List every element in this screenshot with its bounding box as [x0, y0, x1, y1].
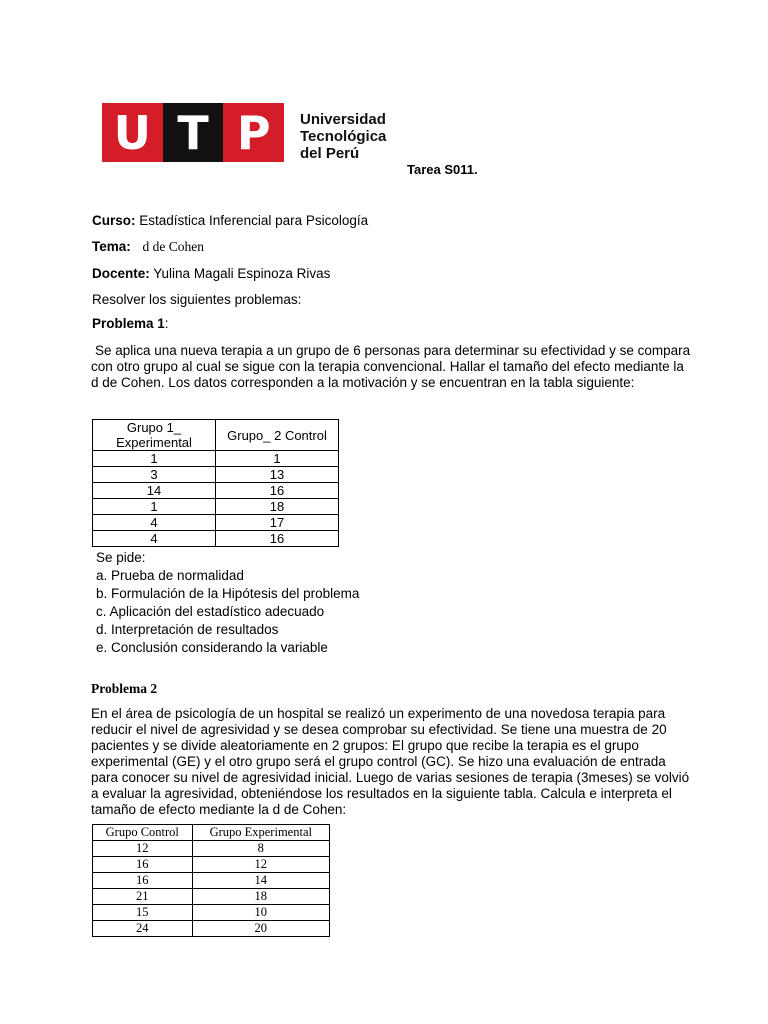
table-row: [93, 921, 330, 937]
table-cell: 16: [93, 857, 193, 873]
teacher-line: [92, 266, 330, 281]
list-item: c. Aplicación del estadístico adecuado: [96, 604, 325, 619]
table-row: [93, 467, 339, 483]
table-cell: 10: [192, 905, 329, 921]
logo-block-p: P: [223, 103, 284, 162]
table-header-row: [93, 825, 330, 841]
logo-block-t: T: [163, 103, 224, 162]
problem1-requirements: [96, 549, 359, 657]
table-cell: 15: [93, 905, 193, 921]
table-cell: 18: [216, 499, 339, 515]
table-row: [93, 483, 339, 499]
table-cell: 16: [93, 873, 193, 889]
table-row: [93, 841, 330, 857]
se-pide-label: Se pide:: [96, 550, 146, 565]
table-row: [93, 889, 330, 905]
utp-logo: [95, 94, 388, 173]
problem2-text: En el área de psicología de un hospital se realizó un experimento de una novedosa terapia para reducir el nivel de agresividad y se desea comprobar su efectividad. Se tiene una muestra de 20 pacientes y se divide aleatoriamente en 2 grupos: El grupo que recibe la terapia es el grupo experimental (GE) y el otro grupo será el grupo control (GC). Se hizo una evaluación de entrada para conocer su nivel de agresividad inicial. Luego de varias sesiones de terapia (3meses) se volvió a evaluar la agresividad, obteniéndose los resultados en la siguiente tabla. Calcula e interpreta el tamaño de efecto mediante la d de Cohen:: [91, 706, 690, 817]
table-row: [93, 905, 330, 921]
assignment-title: Tarea S011.: [407, 162, 478, 177]
table-cell: 3: [93, 467, 216, 483]
table-cell: 13: [216, 467, 339, 483]
table-cell: 4: [93, 531, 216, 547]
table-row: [93, 515, 339, 531]
teacher-label: Docente:: [92, 266, 150, 281]
list-item: e. Conclusión considerando la variable: [96, 640, 328, 655]
teacher-value: Yulina Magali Espinoza Rivas: [153, 266, 331, 281]
table-cell: 1: [93, 451, 216, 467]
logo-letter-blocks: [102, 103, 284, 162]
table-cell: 1: [216, 451, 339, 467]
table-row: [93, 499, 339, 515]
problem1-table: [92, 419, 339, 547]
table-row: [93, 857, 330, 873]
list-item: a. Prueba de normalidad: [96, 568, 244, 583]
list-item: b. Formulación de la Hipótesis del problema: [96, 586, 360, 601]
problem1-title-colon: :: [164, 316, 169, 331]
table-header-cell: Grupo 1_ Experimental: [93, 420, 216, 451]
table-header-cell: Grupo Experimental: [192, 825, 329, 841]
table-header-cell: Grupo_ 2 Control: [216, 420, 339, 451]
table-cell: 24: [93, 921, 193, 937]
table-cell: 4: [93, 515, 216, 531]
topic-value: d de Cohen: [142, 239, 205, 254]
course-value: Estadística Inferencial para Psicología: [139, 213, 369, 228]
table-cell: 14: [93, 483, 216, 499]
table-cell: 16: [216, 531, 339, 547]
table-cell: 16: [216, 483, 339, 499]
instructions: Resolver los siguientes problemas:: [92, 292, 302, 307]
table-cell: 12: [93, 841, 193, 857]
logo-university-name: Universidad Tecnológica del Perú: [300, 111, 387, 162]
table-row: [93, 451, 339, 467]
table-cell: 18: [192, 889, 329, 905]
table-cell: 21: [93, 889, 193, 905]
table-cell: 14: [192, 873, 329, 889]
problem1-heading: [92, 316, 169, 331]
table-cell: 20: [192, 921, 329, 937]
table-cell: 1: [93, 499, 216, 515]
logo-block-u: U: [102, 103, 163, 162]
table-row: [93, 873, 330, 889]
problem1-text: Se aplica una nueva terapia a un grupo de 6 personas para determinar su efectividad y se compara con otro grupo al cual se sigue con la terapia convencional. Hallar el tamaño del efecto mediante la d de Cohen. Los datos corresponden a la motivación y se encuentran en la tabla siguiente:: [91, 343, 691, 390]
problem1-title: Problema 1: [92, 316, 165, 331]
problem2-title: Problema 2: [91, 681, 158, 696]
table-cell: 12: [192, 857, 329, 873]
problem2-table: [92, 824, 330, 937]
table-header-cell: Grupo Control: [93, 825, 193, 841]
table-cell: 8: [192, 841, 329, 857]
topic-label: Tema:: [92, 239, 131, 254]
table-header-row: [93, 420, 339, 451]
list-item: d. Interpretación de resultados: [96, 622, 279, 637]
table-row: [93, 531, 339, 547]
topic-line: [92, 239, 204, 255]
course-line: [92, 213, 368, 228]
course-label: Curso:: [92, 213, 136, 228]
table-cell: 17: [216, 515, 339, 531]
